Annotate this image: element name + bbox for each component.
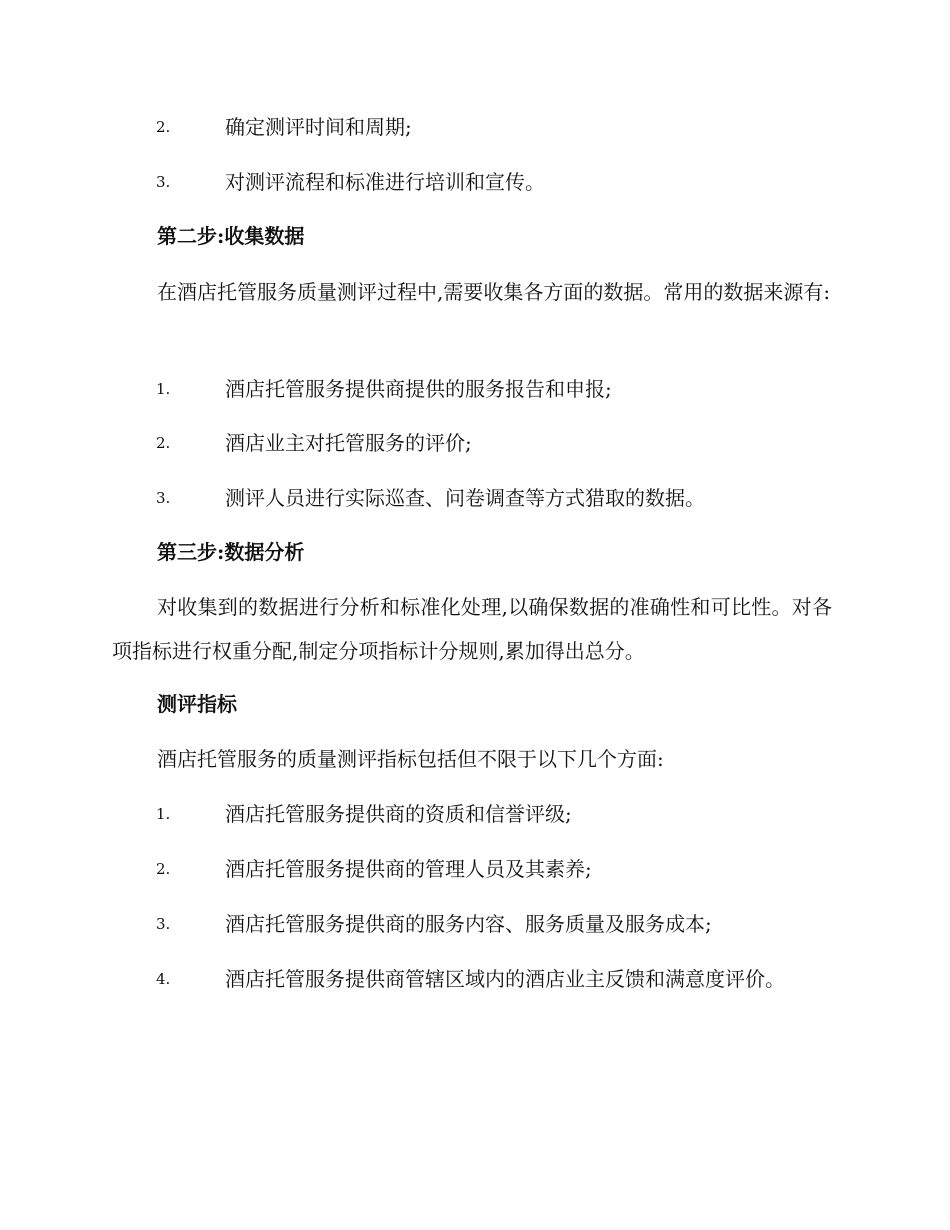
list-item: [0, 799, 950, 829]
section-heading-step2: 第二步:收集数据: [157, 224, 305, 248]
list-text: 确定测评时间和周期;: [225, 115, 412, 139]
list-number: 3.: [156, 173, 171, 191]
list-text: 酒店托管服务提供商的管理人员及其素养;: [225, 857, 592, 881]
step2-paragraph: 在酒店托管服务质量测评过程中,需要收集各方面的数据。常用的数据来源有:: [157, 280, 831, 304]
list-text: 酒店托管服务提供商的服务内容、服务质量及服务成本;: [225, 912, 712, 936]
list-item: [0, 854, 950, 884]
list-number: 4.: [156, 970, 171, 988]
indicators-intro: 酒店托管服务的质量测评指标包括但不限于以下几个方面:: [157, 747, 664, 771]
list-item: [0, 909, 950, 939]
list-text: 酒店业主对托管服务的评价;: [225, 431, 472, 455]
list-number: 2.: [156, 118, 171, 136]
section-heading-step3: 第三步:数据分析: [157, 540, 305, 564]
list-text: 酒店托管服务提供商管辖区域内的酒店业主反馈和满意度评价。: [225, 967, 785, 991]
list-number: 3.: [156, 489, 171, 507]
list-number: 2.: [156, 434, 171, 452]
list-number: 2.: [156, 860, 171, 878]
section-heading-indicators: 测评指标: [157, 692, 237, 716]
list-text: 对测评流程和标准进行培训和宣传。: [225, 170, 545, 194]
list-text: 测评人员进行实际巡查、问卷调查等方式猎取的数据。: [225, 486, 705, 510]
list-item: [0, 374, 950, 404]
list-item: [0, 167, 950, 197]
list-number: 1.: [156, 805, 171, 823]
step3-paragraph: 对收集到的数据进行分析和标准化处理,以确保数据的准确性和可比性。对各项指标进行权重分配,制定分项指标计分规则,累加得出总分。: [112, 595, 832, 663]
list-text: 酒店托管服务提供商提供的服务报告和申报;: [225, 377, 612, 401]
list-item: [0, 483, 950, 513]
list-item: [0, 428, 950, 458]
list-text: 酒店托管服务提供商的资质和信誉评级;: [225, 802, 572, 826]
list-item: [0, 112, 950, 142]
list-number: 1.: [156, 380, 171, 398]
list-number: 3.: [156, 915, 171, 933]
list-item: [0, 964, 950, 994]
